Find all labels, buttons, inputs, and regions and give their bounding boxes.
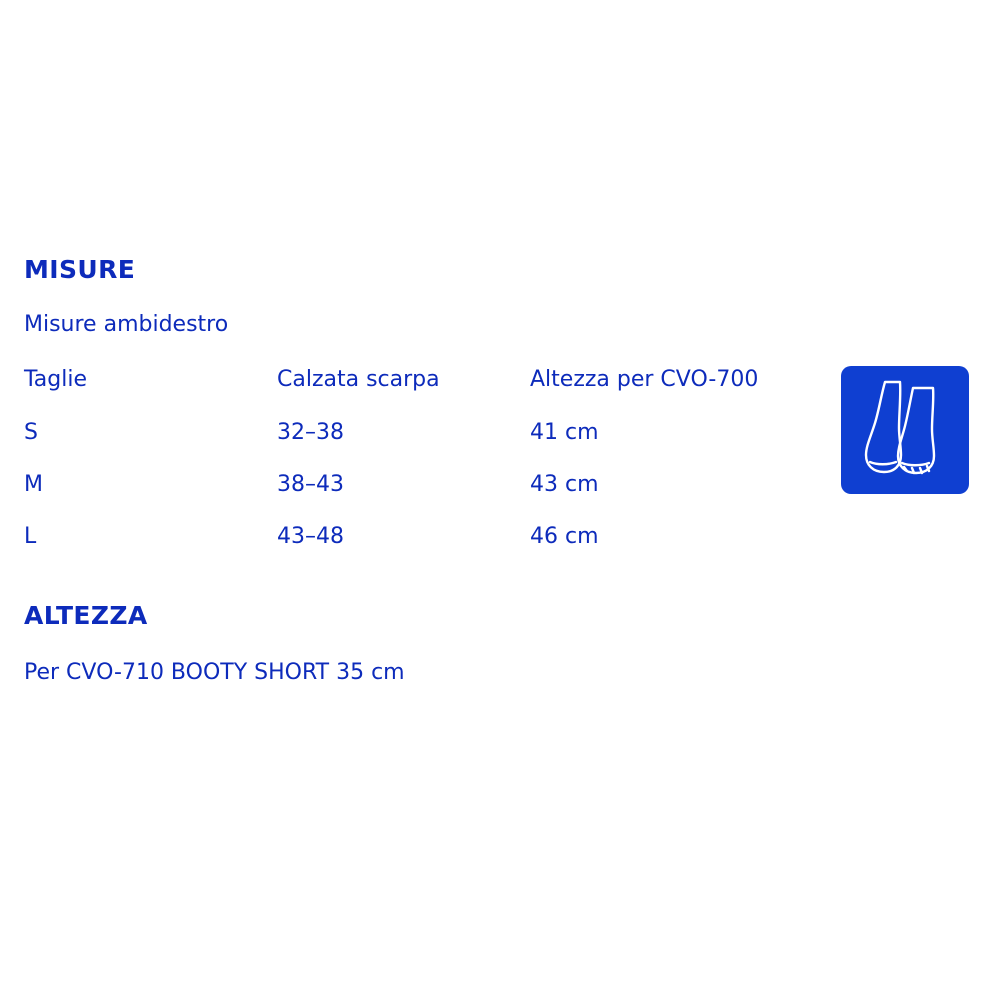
- column-header-altezza-cvo700: Altezza per CVO-700: [530, 367, 759, 392]
- cell-shoe-size: 38–43: [277, 472, 344, 497]
- cell-shoe-size: 32–38: [277, 420, 344, 445]
- column-header-calzata-scarpa: Calzata scarpa: [277, 367, 440, 392]
- table-header-row: [24, 367, 814, 420]
- cell-shoe-size: 43–48: [277, 524, 344, 549]
- subtitle-misure-ambidestro: Misure ambidestro: [24, 312, 229, 337]
- cell-size: M: [24, 472, 43, 497]
- table-row: [24, 420, 814, 472]
- cell-size: L: [24, 524, 37, 549]
- altezza-note: [24, 660, 824, 685]
- document-content: [24, 255, 824, 685]
- altezza-note-value: 35 cm: [336, 660, 405, 685]
- section-title-misure: MISURE: [24, 255, 136, 284]
- section-title-altezza: ALTEZZA: [24, 601, 148, 630]
- table-row: [24, 472, 814, 524]
- feet-icon: [841, 366, 969, 494]
- column-header-taglie: Taglie: [24, 367, 88, 392]
- size-table: [24, 367, 814, 549]
- altezza-note-label: Per CVO-710 BOOTY SHORT: [24, 660, 330, 685]
- cell-size: S: [24, 420, 38, 445]
- cell-height: 43 cm: [530, 472, 599, 497]
- cell-height: 46 cm: [530, 524, 599, 549]
- cell-height: 41 cm: [530, 420, 599, 445]
- table-row: [24, 524, 814, 549]
